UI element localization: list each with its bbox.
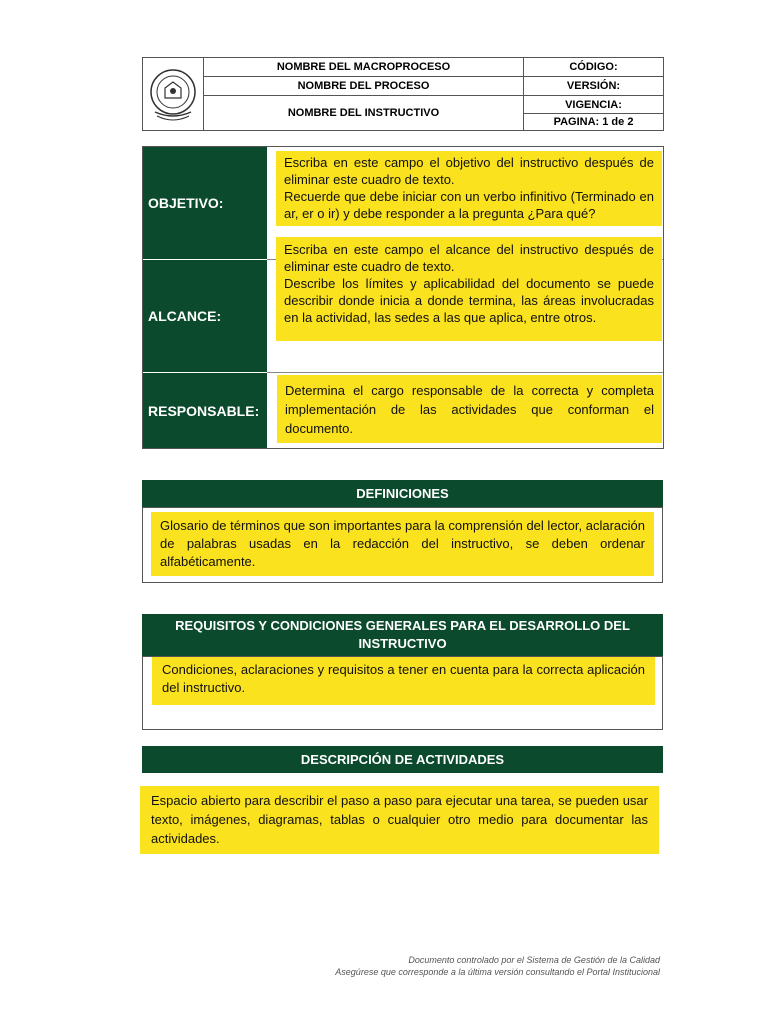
- actividades-text[interactable]: Espacio abierto para describir el paso a paso para ejecutar una tarea, se pueden usar texto, imágenes, diagramas, tablas o cualquier otro medio para documentar las actividades.: [140, 786, 659, 854]
- footer-line-1: Documento controlado por el Sistema de Gestión de la Calidad: [408, 955, 660, 965]
- definiciones-text[interactable]: Glosario de términos que son importantes para la comprensión del lector, aclaración de palabras usadas en la redacción del instructivo, se deben ordenar alfabéticamente.: [151, 512, 654, 576]
- pagina-label: PAGINA: 1 de 2: [553, 116, 634, 128]
- responsable-text[interactable]: Determina el cargo responsable de la correcta y completa implementación de las actividades que conforman el documento.: [277, 375, 662, 443]
- definiciones-title: DEFINICIONES: [142, 480, 663, 507]
- objetivo-text[interactable]: Escriba en este campo el objetivo del instructivo después de eliminar este cuadro de texto. Recuerde que debe iniciar con un verbo infinitivo (Terminado en ar, er o ir) y debe responder a la pregunta ¿Para qué?: [276, 151, 662, 226]
- objetivo-label-cell: [143, 147, 267, 259]
- footer-line-2: Asegúrese que corresponde a la última versión consultando el Portal Institucional: [335, 967, 660, 977]
- alcance-label: ALCANCE:: [148, 308, 222, 324]
- requisitos-title: REQUISITOS Y CONDICIONES GENERALES PARA EL DESARROLLO DEL INSTRUCTIVO: [142, 614, 663, 656]
- divider: [267, 372, 663, 373]
- alcance-label-cell: [143, 260, 267, 372]
- responsable-label-cell: [143, 373, 267, 448]
- document-header-table: [142, 57, 664, 131]
- university-seal-icon: [143, 58, 203, 130]
- logo-cell: [143, 58, 204, 130]
- macroprocess-name: NOMBRE DEL MACROPROCESO: [204, 58, 524, 76]
- vigencia-label: VIGENCIA:: [565, 98, 622, 111]
- footer-note: [250, 954, 660, 980]
- responsable-label: RESPONSABLE:: [148, 402, 260, 419]
- requisitos-text[interactable]: Condiciones, aclaraciones y requisitos a tener en cuenta para la correcta aplicación del instructivo.: [152, 657, 655, 705]
- instructivo-name: NOMBRE DEL INSTRUCTIVO: [204, 96, 524, 130]
- codigo-label: CÓDIGO:: [569, 61, 618, 73]
- version-label: VERSIÓN:: [566, 80, 621, 92]
- actividades-title: DESCRIPCIÓN DE ACTIVIDADES: [142, 746, 663, 773]
- alcance-text[interactable]: Escriba en este campo el alcance del instructivo después de eliminar este cuadro de texto. Describe los límites y aplicabilidad del documento se puede describir donde inicia a donde termina, las áreas involucradas en la actividad, las sedes a las que aplica, entre otros.: [276, 237, 662, 341]
- objetivo-label: OBJETIVO:: [148, 195, 224, 211]
- process-name: NOMBRE DEL PROCESO: [204, 77, 524, 95]
